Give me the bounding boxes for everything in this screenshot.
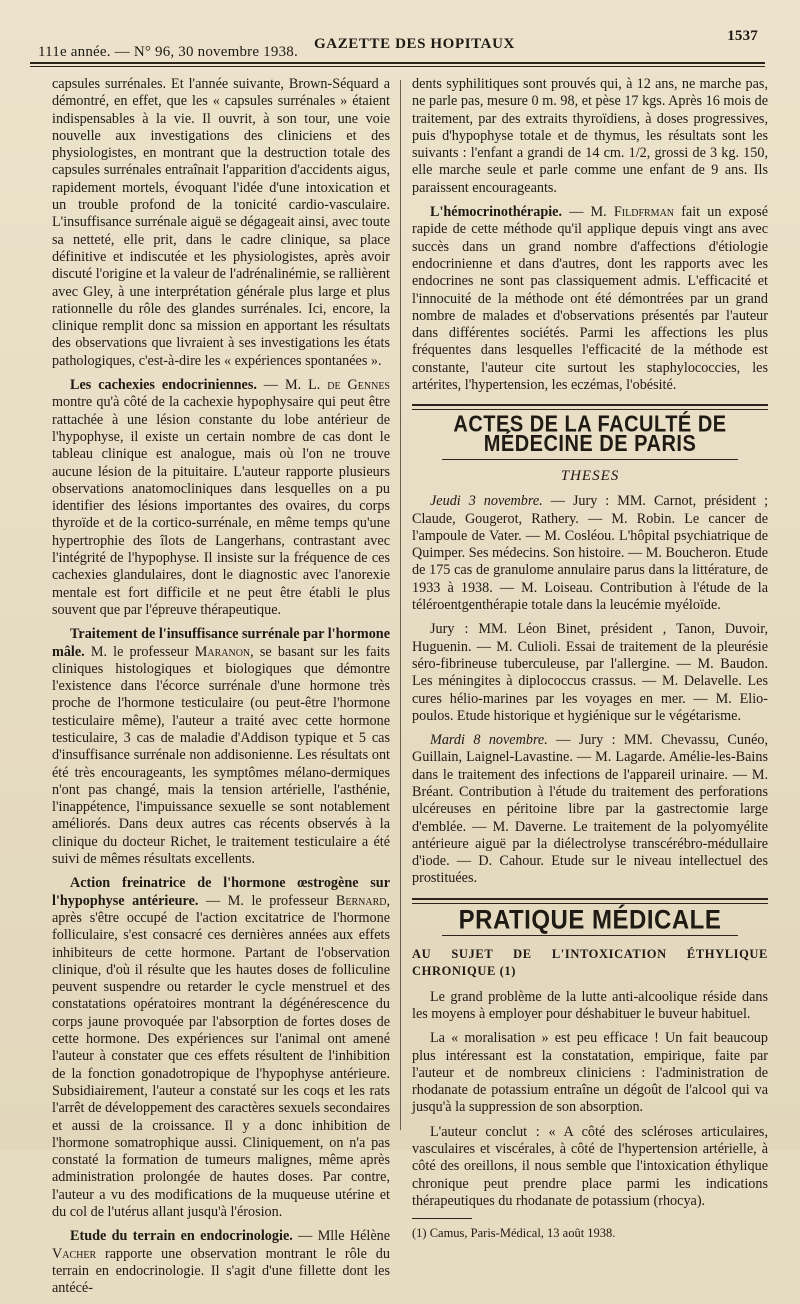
- paragraph-surrenales: capsules surrénales. Et l'année suivante, Brown-Séquard a démontré, en effet, que les « capsules surrénales » étaient indispensables à la vie. Il ouvrit, à son tour, une voie nouvelle aux investigations des cliniciens et des physiologistes, en montrant que la destruction totale des capsules surrénales entraînait l'apparition d'accidents aigus, rapidement mortels, évoquant l'idée d'une intoxication et un trouble profond de la tonicité cardio-vasculaire. L'insuffisance surrénale aiguë se dégageait ainsi, avec toute sa netteté, elle prit, dans le cadre clinique, sa place définitive et indiscutée et les physiologistes, après avoir discuté l'origine et la valeur de l'adrénalinémie, se rallièrent avec Gley, à une interprétation générale plus large et plus rationnelle du rôle des glandes surrénales. Ici, encore, la clinique remplit donc sa mission en apportant les résultats des observations que livraient à ses investigations les états pathologiques, c'est-à-dire les « expériences spontanées ».: [52, 76, 390, 369]
- right-column: [412, 76, 768, 1243]
- paragraph-terrain: [52, 1228, 390, 1297]
- heading-terrain: Etude du terrain en endocrinologie.: [70, 1228, 293, 1245]
- text-action-b: , après s'être occupé de l'action excitatrice de l'hormone folliculaire, s'est consacré ces dernières années aux effets inhibiteurs de cette hormone. Partant de l'observation clinique, d'où il résulte que les hautes doses de folliculine peuvent suspendre ou retarder le cycle menstruel et des constatations opératoires montrant la dégénérescence du corps jaune provoquée par l'absorption de fortes doses de cette hormone. Des expériences sur l'animal ont amené l'auteur à constater que ces effets résultent de l'inhibition de la fonction gonadotropique de l'hypophyse antérieure. Subsidiairement, l'auteur a constaté sur les coqs et les rats l'arrêt de développement des caractères sexuels secondaires et aussi de la croissance. Il y a donc inhibition de l'hormone somatrophique aussi. Cliniquement, on n'a pas constaté la formation de tumeurs malignes, même après administration prolongée de hautes doses. Par contre, l'auteur a vu des modifications de la muqueuse utérine et du col de l'utérus allant jusqu'à l'érosion.: [52, 892, 391, 1220]
- paragraph-dents-syphilitiques: dents syphilitiques sont prouvés qui, à 12 ans, ne marche pas, ne parle pas, mesure 0 m. 98, et pèse 17 kgs. Après 16 mois de traitement, par des extraits thyroïdiens, à doses progressives, puis d'hypophyse totale et de thymus, les résultats sont les suivants : l'enfant a grandi de 14 cm. 1/2, grossi de 3 kg. 150, elle marche seule et parle comme une enfant de 9 ans. Ils paraissent encourageants.: [412, 76, 768, 196]
- left-column: [52, 76, 390, 1304]
- issue-line: 111e année. — N° 96, 30 novembre 1938.: [38, 44, 298, 60]
- text-action-a: — M. le professeur: [205, 892, 329, 909]
- text-traitement-b: , se basant sur les faits cliniques histologiques et biologiques que démontre l'existence dans l'écorce surrénale d'une hormone très proche de l'hormone testiculaire (ou peut-être l'hormone testiculaire même), l'auteur a traité avec cette hormone testiculaire, 3 cas de maladie d'Addison typique et 5 cas d'insuffisance surrénale non addisonienne. Les résultats ont été très encourageants, les symptômes mélano-dermiques n'ont pas changé, mais la tension artérielle, l'asthénie, l'inappétence, l'impuissance sexuelle se sont notablement améliorés. Dans deux autres cas récents observés à la clinique du docteur Richet, le traitement testiculaire a été suivi de mêmes résultats excellents.: [52, 643, 391, 868]
- theses-title: THESES: [560, 467, 620, 484]
- paragraph-probleme: Le grand problème de la lutte anti-alcoolique réside dans les moyens à employer pour déshabituer le buveur habituel.: [412, 988, 768, 1022]
- heading-traitement: Traitement de l'insuffisance surrénale par l'hormone mâle.: [52, 626, 390, 660]
- author-bernard: Bernard: [335, 892, 387, 909]
- paragraph-hemocrinotherapie: [412, 204, 768, 394]
- paragraph-mardi: [412, 732, 768, 888]
- paragraph-jeudi: [412, 493, 768, 614]
- heading-hemocrinotherapie: L'hémocrinothérapie.: [430, 204, 563, 221]
- actes-title: ACTES DE LA FACULTÉ DE MÉDECINE DE PARIS: [453, 412, 727, 458]
- text-hemo-b: fait un exposé rapide de cette méthode qu'il applique depuis vingt ans avec succès dans un grand nombre d'affections d'étiologie endocrinienne et dans d'autres, dont les rapports avec les endocrines ne sont pas classiquement admis. L'efficacité et l'innocuité de la méthode ont été démontrées par un grand nombre de malades et d'observations présentés par l'auteur dans différentes sociétés. Parmi les affections les plus fréquentes dans lesquelles l'efficacité de la méthode est constante, l'auteur cite surtout les staphylococcies, les artérites, l'hypertension, les eczémas, l'obésité.: [412, 204, 769, 394]
- text-cachexies: montre qu'à côté de la cachexie hypophysaire qui peut être rattachée à une lésion constante du lobe antérieur de l'hypophyse, il existe un certain nombre de cas dont le tableau clinique est analogue, mais où l'on ne trouve aucune lésion de la pituitaire. L'auteur rapporte plusieurs observations anatomocliniques dans lesquelles on a pu identifier des lésions importantes des ovaires, du corps thyroïde et de la cortico-surrénale, en même temps qu'une hypertrophie des îlots de Langerhans, contrastant avec l'intégrité de l'hypophyse. Il insiste sur la fréquence de ces cachexies glandulaires, dont le diagnostic avec l'anorexie mentale est fort difficile et ne peut être établi le plus souvent que par l'épreuve thérapeutique.: [52, 394, 390, 618]
- text-jeudi: — Jury : MM. Carnot, président ; Claude, Gougerot, Rathery. — M. Robin. Le cancer de l'ampoule de Vater. — M. Cosléou. L'hôpital psychiatrique de Quimper. Ses médecins. Son histoire. — M. Boucheron. Etude de 175 cas de granulome annulaire parus dans la littérature, de 1933 à 1938. — M. Loiseau. Contribution à l'étude de la téléroentgenthérapie totale dans la leucémie myéloïde.: [412, 493, 769, 614]
- page-header: [38, 28, 758, 60]
- actes-rule: [442, 459, 738, 460]
- text-terrain-a: — Mlle Hélène: [298, 1228, 391, 1245]
- header-rule-thin: [30, 66, 765, 67]
- paragraph-cachexies: Les cachexies endocriniennes. — M. L. de Gennes montre qu'à côté de la cachexie hypophysaire qui peut être rattachée à une lésion constante du lobe antérieur de l'hypophyse, il existe un certain nombre de cas dont le tableau clinique est analogue, mais où l'on ne trouve aucune lésion de la pituitaire. L'auteur rapporte plusieurs observations anatomocliniques dans lesquelles on a pu identifier des lésions importantes des ovaires, du corps thyroïde et de la cortico-surrénale, en même temps qu'une hypertrophie des îlots de Langerhans, contrastant avec l'intégrité de l'hypophyse. Il insiste sur la fréquence de ces cachexies glandulaires, dont le diagnostic avec l'anorexie mentale est fort difficile et ne peut être établi le plus souvent que par l'épreuve thérapeutique.: [52, 377, 390, 618]
- pratique-medicale-title: PRATIQUE MÉDICALE: [458, 905, 722, 936]
- author-fildfrman: Fildfrman: [613, 204, 675, 221]
- section-rule: [412, 404, 768, 410]
- text-traitement-a: M. le professeur: [90, 643, 189, 660]
- author-de-gennes: M. L. de Gennes: [284, 377, 390, 394]
- column-divider: [400, 80, 401, 1130]
- paragraph-traitement: [52, 626, 390, 868]
- paragraph-jury-binet: Jury : MM. Léon Binet, président , Tanon, Duvoir, Huguenin. — M. Culioli. Essai de traitement de la pleurésie séro-fibrineuse tuberculeuse, par l'allergine. — M. Baudon. Les méningites à diplococcus crassus. — M. Delavelle. Les cures hélio-marines par les voyages en mer. — M. Elio-poulos. Etude historique et hygiénique sur le végétarisme.: [412, 621, 768, 724]
- footnote-rule: [412, 1218, 472, 1219]
- heading-cachexies: Les cachexies endocriniennes.: [70, 377, 257, 394]
- author-maranon: Maranon: [194, 643, 251, 660]
- paragraph-action-freinatrice: [52, 875, 390, 1221]
- paragraph-conclusion: L'auteur conclut : « A côté des scléroses articulaires, vasculaires et viscérales, à côté de l'hypertension artérielle, à côté des oreillons, il nous semble que l'intoxication éthylique chronique peut prendre place parmi les indications thérapeutiques du rhodanate de potassium (rhocya).: [412, 1123, 768, 1209]
- footnote: (1) Camus, Paris-Médical, 13 août 1938.: [412, 1226, 616, 1241]
- header-rule: [30, 62, 765, 64]
- heading-action-freinatrice: Action freinatrice de l'hormone œstrogène sur l'hypophyse antérieure.: [52, 875, 390, 909]
- text-terrain-b: rapporte une observation montrant le rôle du terrain en endocrinologie. Il s'agit d'une fillette dont les antécé-: [52, 1245, 390, 1297]
- paragraph-moralisation: La « moralisation » est peu efficace ! Un fait beaucoup plus intéressant est la constatation, empirique, faite par l'auteur et de nombreux cliniciens : l'administration de rhodanate de potassium entraîne un dégoût de l'alcool qui va jusqu'à la suppression de son absorption.: [412, 1030, 768, 1116]
- page-number: 1537: [727, 28, 758, 44]
- text-mardi: — Jury : MM. Chevassu, Cunéo, Guillain, Laignel-Lavastine. — M. Lagarde. Amélie-les-Bains dans le traitement des infections de l'appareil urinaire. — M. Bréant. Contribution à l'étude du traitement des perforations ulcéreuses en péritoine libre par la gastrectomie large d'emblée. — M. Daverne. Le traitement de la polyomyélite antérieure aiguë par la diélectrolyse transcérébro-médullaire d'iode. — D. Cahour. Etude sur le niveau intellectuel des prostituées.: [412, 732, 769, 887]
- journal-title: GAZETTE DES HOPITAUX: [314, 36, 515, 52]
- section-rule-2: [412, 898, 768, 904]
- author-vacher: Vacher: [52, 1245, 97, 1262]
- text-hemo-a: — M.: [569, 204, 607, 221]
- date-jeudi: Jeudi 3 novembre.: [430, 493, 543, 510]
- intoxication-subtitle: AU SUJET DE L'INTOXICATION ÉTHYLIQUE CHRONIQUE (1): [412, 947, 768, 979]
- date-mardi: Mardi 8 novembre.: [430, 732, 548, 749]
